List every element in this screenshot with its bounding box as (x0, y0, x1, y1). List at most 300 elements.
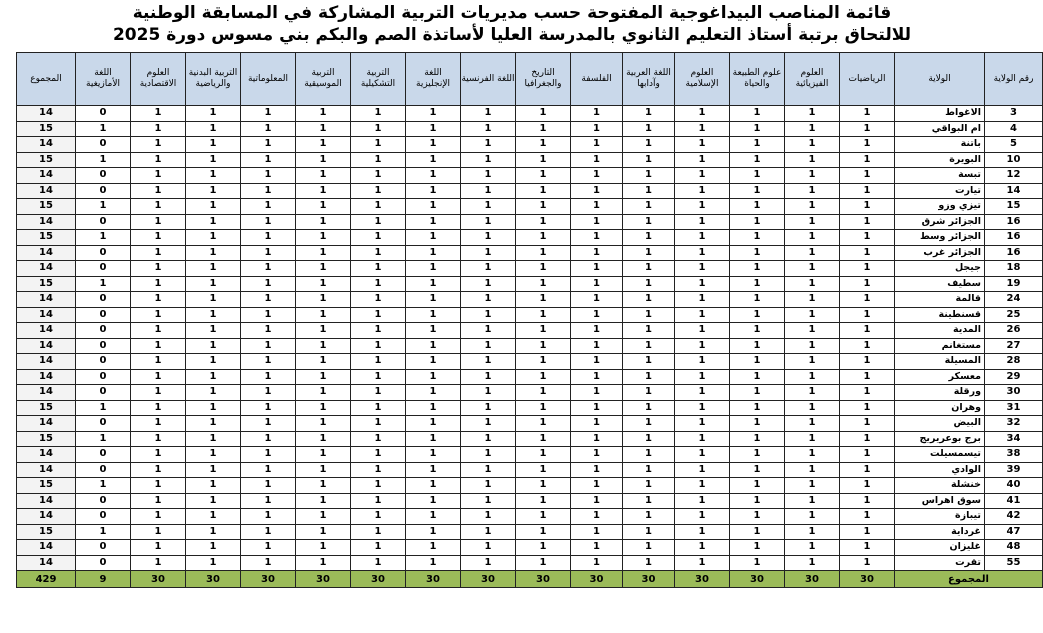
subject-cell: 1 (296, 199, 351, 215)
subject-cell: 1 (296, 307, 351, 323)
wilaya-name-cell: تيسمسيلت (895, 447, 985, 463)
wilaya-code-cell: 4 (985, 121, 1043, 137)
subject-cell: 1 (296, 555, 351, 571)
subject-cell: 1 (730, 121, 785, 137)
subject-cell: 1 (840, 152, 895, 168)
subject-cell: 1 (296, 354, 351, 370)
subject-cell: 1 (623, 338, 675, 354)
subject-cell: 1 (571, 369, 623, 385)
subject-cell: 1 (351, 338, 406, 354)
wilaya-name-cell: تيارت (895, 183, 985, 199)
amazigh-cell: 0 (76, 555, 131, 571)
subject-cell: 1 (241, 137, 296, 153)
subject-cell: 1 (296, 524, 351, 540)
wilaya-name-cell: باتنة (895, 137, 985, 153)
row-total-cell: 14 (17, 106, 76, 122)
row-total-cell: 14 (17, 385, 76, 401)
amazigh-cell: 0 (76, 183, 131, 199)
subject-cell: 1 (516, 540, 571, 556)
wilaya-name-cell: البيض (895, 416, 985, 432)
title-line-1: قائمة المناصب البيداغوجية المفتوحة حسب مديريات التربية المشاركة في المسابقة الوطنية (132, 3, 892, 23)
subject-cell: 1 (516, 230, 571, 246)
amazigh-cell: 0 (76, 261, 131, 277)
subject-cell: 1 (571, 245, 623, 261)
subject-cell: 1 (785, 183, 840, 199)
subject-cell: 1 (623, 416, 675, 432)
subject-cell: 1 (461, 447, 516, 463)
wilaya-name-cell: غرداية (895, 524, 985, 540)
positions-table (16, 52, 1043, 588)
wilaya-name-cell: ام البواقي (895, 121, 985, 137)
subject-cell: 1 (351, 385, 406, 401)
subject-cell: 1 (131, 431, 186, 447)
wilaya-code-cell: 16 (985, 245, 1043, 261)
subject-cell: 1 (623, 400, 675, 416)
wilaya-code-cell: 26 (985, 323, 1043, 339)
wilaya-code-cell: 41 (985, 493, 1043, 509)
wilaya-name-cell: معسكر (895, 369, 985, 385)
subject-cell: 1 (461, 431, 516, 447)
subject-cell: 1 (296, 230, 351, 246)
wilaya-name-cell: برج بوعريريج (895, 431, 985, 447)
wilaya-name-cell: تيزي وزو (895, 199, 985, 215)
subject-cell: 1 (675, 369, 730, 385)
subject-cell: 1 (131, 462, 186, 478)
wilaya-name-cell: قسنطينة (895, 307, 985, 323)
row-total-cell: 15 (17, 478, 76, 494)
table-row (17, 152, 1043, 168)
subject-cell: 1 (351, 400, 406, 416)
header-economics: العلوم الاقتصادية (131, 53, 186, 106)
subject-cell: 1 (516, 199, 571, 215)
subject-cell: 1 (241, 168, 296, 184)
subject-cell: 1 (406, 338, 461, 354)
subject-cell: 1 (516, 385, 571, 401)
subject-cell: 1 (675, 493, 730, 509)
subject-cell: 1 (730, 323, 785, 339)
table-row (17, 555, 1043, 571)
subject-cell: 1 (516, 478, 571, 494)
wilaya-name-cell: جيجل (895, 261, 985, 277)
subject-cell: 1 (785, 416, 840, 432)
subject-cell: 1 (186, 555, 241, 571)
subject-cell: 1 (351, 292, 406, 308)
amazigh-cell: 0 (76, 323, 131, 339)
subject-cell: 1 (131, 540, 186, 556)
subject-cell: 1 (351, 152, 406, 168)
subject-cell: 1 (840, 416, 895, 432)
subject-cell: 1 (351, 431, 406, 447)
subject-cell: 1 (406, 431, 461, 447)
subject-cell: 1 (785, 261, 840, 277)
subject-cell: 1 (186, 230, 241, 246)
subject-cell: 1 (623, 307, 675, 323)
subject-cell: 1 (840, 509, 895, 525)
subject-cell: 1 (461, 261, 516, 277)
subject-cell: 1 (296, 292, 351, 308)
row-total-cell: 14 (17, 509, 76, 525)
subject-cell: 1 (406, 555, 461, 571)
subject-cell: 1 (296, 168, 351, 184)
subject-cell: 1 (730, 199, 785, 215)
subject-cell: 1 (675, 152, 730, 168)
wilaya-name-cell: ورقلة (895, 385, 985, 401)
subject-cell: 1 (623, 276, 675, 292)
subject-cell: 1 (730, 354, 785, 370)
row-total-cell: 15 (17, 400, 76, 416)
table-row (17, 509, 1043, 525)
subject-cell: 1 (406, 509, 461, 525)
row-total-cell: 14 (17, 555, 76, 571)
subject-cell: 1 (131, 230, 186, 246)
subject-cell: 1 (571, 307, 623, 323)
subject-cell: 1 (623, 292, 675, 308)
wilaya-name-cell: غليزان (895, 540, 985, 556)
subject-cell: 1 (675, 261, 730, 277)
subject-cell: 1 (241, 555, 296, 571)
header-row (17, 53, 1043, 106)
total-cell: 30 (675, 571, 730, 588)
subject-cell: 1 (406, 369, 461, 385)
subject-cell: 1 (730, 400, 785, 416)
wilaya-name-cell: تيبازة (895, 509, 985, 525)
amazigh-cell: 0 (76, 168, 131, 184)
subject-cell: 1 (730, 214, 785, 230)
subject-cell: 1 (516, 292, 571, 308)
row-total-cell: 14 (17, 214, 76, 230)
subject-cell: 1 (351, 168, 406, 184)
grand-total-cell: 429 (17, 571, 76, 588)
subject-cell: 1 (840, 323, 895, 339)
subject-cell: 1 (516, 261, 571, 277)
subject-cell: 1 (406, 524, 461, 540)
row-total-cell: 14 (17, 416, 76, 432)
subject-cell: 1 (785, 292, 840, 308)
amazigh-cell: 1 (76, 152, 131, 168)
subject-cell: 1 (131, 524, 186, 540)
subject-cell: 1 (461, 276, 516, 292)
header-arts: التربية التشكيلية (351, 53, 406, 106)
subject-cell: 1 (131, 214, 186, 230)
wilaya-name-cell: المدية (895, 323, 985, 339)
subject-cell: 1 (351, 354, 406, 370)
subject-cell: 1 (241, 199, 296, 215)
subject-cell: 1 (131, 385, 186, 401)
subject-cell: 1 (785, 199, 840, 215)
subject-cell: 1 (730, 493, 785, 509)
subject-cell: 1 (623, 555, 675, 571)
subject-cell: 1 (241, 416, 296, 432)
subject-cell: 1 (131, 509, 186, 525)
subject-cell: 1 (730, 385, 785, 401)
subject-cell: 1 (623, 106, 675, 122)
subject-cell: 1 (571, 338, 623, 354)
subject-cell: 1 (186, 369, 241, 385)
header-philosophy: الفلسفة (571, 53, 623, 106)
subject-cell: 1 (516, 493, 571, 509)
subject-cell: 1 (675, 121, 730, 137)
subject-cell: 1 (241, 462, 296, 478)
subject-cell: 1 (675, 214, 730, 230)
subject-cell: 1 (296, 276, 351, 292)
subject-cell: 1 (785, 385, 840, 401)
row-total-cell: 14 (17, 183, 76, 199)
subject-cell: 1 (840, 524, 895, 540)
subject-cell: 1 (840, 245, 895, 261)
header-sport: التربية البدنية والرياضية (186, 53, 241, 106)
wilaya-code-cell: 12 (985, 168, 1043, 184)
total-cell: 30 (730, 571, 785, 588)
subject-cell: 1 (730, 168, 785, 184)
subject-cell: 1 (241, 121, 296, 137)
wilaya-code-cell: 10 (985, 152, 1043, 168)
subject-cell: 1 (571, 214, 623, 230)
subject-cell: 1 (571, 385, 623, 401)
subject-cell: 1 (131, 121, 186, 137)
subject-cell: 1 (840, 307, 895, 323)
total-cell: 30 (186, 571, 241, 588)
subject-cell: 1 (406, 137, 461, 153)
subject-cell: 1 (186, 478, 241, 494)
subject-cell: 1 (571, 230, 623, 246)
subject-cell: 1 (623, 214, 675, 230)
wilaya-code-cell: 25 (985, 307, 1043, 323)
row-total-cell: 14 (17, 261, 76, 277)
subject-cell: 1 (675, 323, 730, 339)
subject-cell: 1 (241, 338, 296, 354)
amazigh-cell: 0 (76, 493, 131, 509)
subject-cell: 1 (241, 369, 296, 385)
subject-cell: 1 (785, 354, 840, 370)
amazigh-cell: 0 (76, 214, 131, 230)
subject-cell: 1 (296, 385, 351, 401)
subject-cell: 1 (186, 245, 241, 261)
subject-cell: 1 (623, 245, 675, 261)
totals-label: المجموع (895, 571, 1043, 588)
subject-cell: 1 (351, 555, 406, 571)
wilaya-name-cell: مستغانم (895, 338, 985, 354)
subject-cell: 1 (623, 524, 675, 540)
wilaya-name-cell: وهران (895, 400, 985, 416)
subject-cell: 1 (730, 276, 785, 292)
wilaya-name-cell: خنشلة (895, 478, 985, 494)
subject-cell: 1 (351, 245, 406, 261)
subject-cell: 1 (516, 276, 571, 292)
wilaya-code-cell: 39 (985, 462, 1043, 478)
subject-cell: 1 (296, 323, 351, 339)
table-row (17, 183, 1043, 199)
subject-cell: 1 (406, 152, 461, 168)
row-total-cell: 14 (17, 354, 76, 370)
subject-cell: 1 (623, 323, 675, 339)
subject-cell: 1 (571, 462, 623, 478)
subject-cell: 1 (296, 106, 351, 122)
subject-cell: 1 (461, 509, 516, 525)
wilaya-code-cell: 3 (985, 106, 1043, 122)
subject-cell: 1 (351, 478, 406, 494)
subject-cell: 1 (241, 106, 296, 122)
subject-cell: 1 (461, 478, 516, 494)
row-total-cell: 15 (17, 431, 76, 447)
subject-cell: 1 (351, 276, 406, 292)
header-french: اللغة الفرنسية (461, 53, 516, 106)
subject-cell: 1 (623, 183, 675, 199)
subject-cell: 1 (186, 137, 241, 153)
table-row (17, 230, 1043, 246)
subject-cell: 1 (785, 214, 840, 230)
subject-cell: 1 (675, 230, 730, 246)
table-row (17, 307, 1043, 323)
total-cell: 30 (461, 571, 516, 588)
document-title (0, 0, 1024, 52)
wilaya-code-cell: 30 (985, 385, 1043, 401)
subject-cell: 1 (730, 183, 785, 199)
total-cell: 30 (785, 571, 840, 588)
subject-cell: 1 (186, 292, 241, 308)
subject-cell: 1 (675, 385, 730, 401)
subject-cell: 1 (571, 106, 623, 122)
subject-cell: 1 (730, 292, 785, 308)
subject-cell: 1 (351, 323, 406, 339)
wilaya-code-cell: 14 (985, 183, 1043, 199)
subject-cell: 1 (296, 137, 351, 153)
subject-cell: 1 (241, 431, 296, 447)
wilaya-code-cell: 47 (985, 524, 1043, 540)
wilaya-code-cell: 18 (985, 261, 1043, 277)
subject-cell: 1 (461, 121, 516, 137)
subject-cell: 1 (675, 292, 730, 308)
subject-cell: 1 (131, 245, 186, 261)
total-cell: 30 (406, 571, 461, 588)
subject-cell: 1 (785, 230, 840, 246)
subject-cell: 1 (351, 493, 406, 509)
subject-cell: 1 (730, 230, 785, 246)
subject-cell: 1 (675, 307, 730, 323)
subject-cell: 1 (785, 323, 840, 339)
subject-cell: 1 (730, 369, 785, 385)
subject-cell: 1 (785, 369, 840, 385)
subject-cell: 1 (461, 199, 516, 215)
header-arabic: اللغة العربية وآدابها (623, 53, 675, 106)
row-total-cell: 15 (17, 524, 76, 540)
header-code: رقم الولاية (985, 53, 1043, 106)
subject-cell: 1 (516, 400, 571, 416)
subject-cell: 1 (571, 261, 623, 277)
subject-cell: 1 (461, 555, 516, 571)
subject-cell: 1 (785, 121, 840, 137)
row-total-cell: 15 (17, 199, 76, 215)
subject-cell: 1 (461, 369, 516, 385)
subject-cell: 1 (186, 121, 241, 137)
subject-cell: 1 (571, 431, 623, 447)
subject-cell: 1 (730, 338, 785, 354)
subject-cell: 1 (131, 369, 186, 385)
subject-cell: 1 (406, 323, 461, 339)
subject-cell: 1 (461, 416, 516, 432)
wilaya-code-cell: 42 (985, 509, 1043, 525)
wilaya-code-cell: 40 (985, 478, 1043, 494)
subject-cell: 1 (516, 369, 571, 385)
subject-cell: 1 (186, 524, 241, 540)
row-total-cell: 15 (17, 121, 76, 137)
table-row (17, 292, 1043, 308)
subject-cell: 1 (623, 261, 675, 277)
table-row (17, 323, 1043, 339)
subject-cell: 1 (730, 540, 785, 556)
subject-cell: 1 (730, 106, 785, 122)
amazigh-cell: 0 (76, 447, 131, 463)
subject-cell: 1 (296, 431, 351, 447)
subject-cell: 1 (241, 540, 296, 556)
subject-cell: 1 (516, 555, 571, 571)
table-row (17, 447, 1043, 463)
total-cell: 30 (296, 571, 351, 588)
subject-cell: 1 (840, 493, 895, 509)
subject-cell: 1 (241, 307, 296, 323)
subject-cell: 1 (675, 199, 730, 215)
subject-cell: 1 (675, 540, 730, 556)
subject-cell: 1 (186, 214, 241, 230)
table-row (17, 416, 1043, 432)
subject-cell: 1 (840, 168, 895, 184)
amazigh-cell: 0 (76, 338, 131, 354)
subject-cell: 1 (516, 354, 571, 370)
subject-cell: 1 (840, 230, 895, 246)
subject-cell: 1 (296, 369, 351, 385)
subject-cell: 1 (131, 447, 186, 463)
total-cell: 30 (623, 571, 675, 588)
subject-cell: 1 (730, 478, 785, 494)
header-english: اللغة الإنجليزية (406, 53, 461, 106)
subject-cell: 1 (675, 276, 730, 292)
amazigh-cell: 0 (76, 509, 131, 525)
header-biology: علوم الطبيعة والحياة (730, 53, 785, 106)
subject-cell: 1 (351, 137, 406, 153)
subject-cell: 1 (241, 245, 296, 261)
subject-cell: 1 (730, 431, 785, 447)
table-row (17, 168, 1043, 184)
subject-cell: 1 (840, 338, 895, 354)
subject-cell: 1 (785, 478, 840, 494)
subject-cell: 1 (241, 214, 296, 230)
table-row (17, 493, 1043, 509)
subject-cell: 1 (730, 524, 785, 540)
subject-cell: 1 (730, 152, 785, 168)
wilaya-name-cell: البويرة (895, 152, 985, 168)
subject-cell: 1 (241, 385, 296, 401)
subject-cell: 1 (623, 478, 675, 494)
subject-cell: 1 (296, 214, 351, 230)
total-cell: 30 (516, 571, 571, 588)
subject-cell: 1 (571, 137, 623, 153)
header-amazigh: اللغة الأمازيغية (76, 53, 131, 106)
amazigh-cell: 1 (76, 400, 131, 416)
row-total-cell: 14 (17, 369, 76, 385)
table-body (17, 106, 1043, 571)
subject-cell: 1 (186, 447, 241, 463)
subject-cell: 1 (571, 447, 623, 463)
subject-cell: 1 (241, 152, 296, 168)
subject-cell: 1 (730, 307, 785, 323)
subject-cell: 1 (516, 214, 571, 230)
subject-cell: 1 (351, 524, 406, 540)
subject-cell: 1 (241, 292, 296, 308)
subject-cell: 1 (406, 478, 461, 494)
amazigh-cell: 1 (76, 524, 131, 540)
wilaya-code-cell: 27 (985, 338, 1043, 354)
subject-cell: 1 (406, 199, 461, 215)
subject-cell: 1 (571, 400, 623, 416)
